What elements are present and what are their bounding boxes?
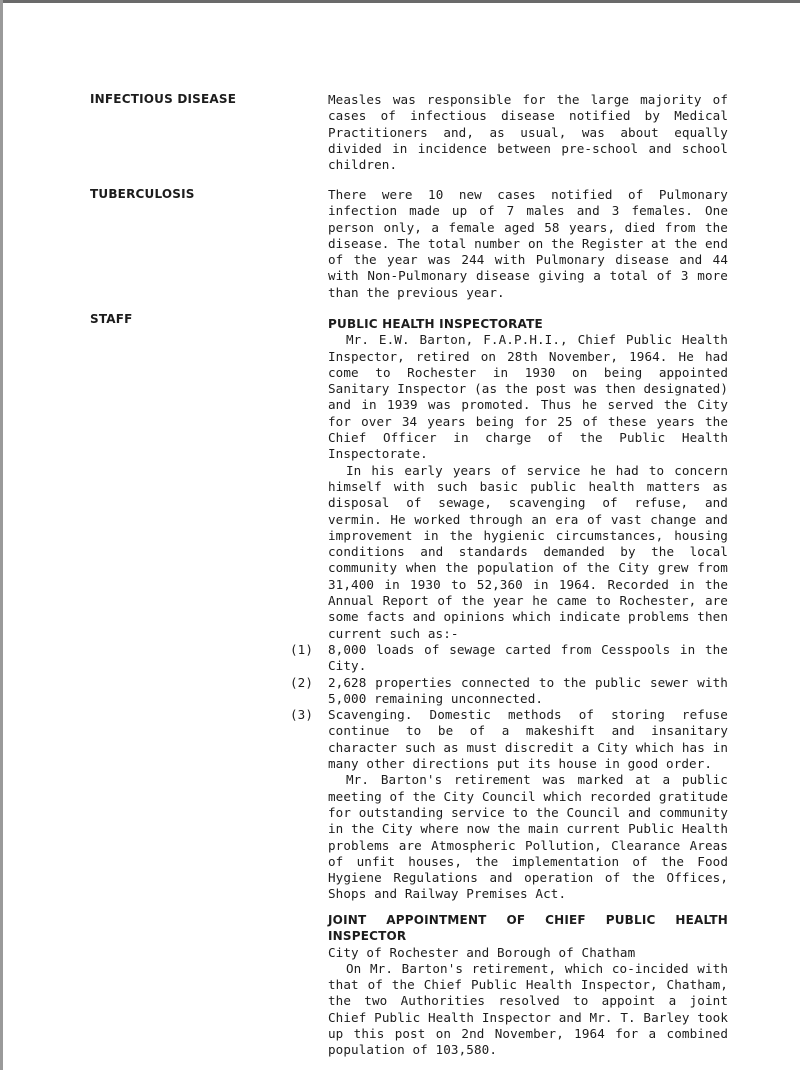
list-item-text: Scavenging. Domestic methods of storing refuse continue to be of a makeshift and insanitary character such as must discredit a City which has in many other directions put its house in good order. [328, 707, 728, 772]
list-item-number: (1) [290, 641, 314, 657]
problems-list [290, 641, 728, 772]
joint-appointment-section [328, 912, 728, 1059]
list-item-number: (2) [290, 674, 314, 690]
staff-section [290, 316, 728, 903]
joint-appointment-paragraph: On Mr. Barton's retirement, which co-incided with that of the Chief Public Health Inspector, Chatham, the two Authorities resolved to appoint a joint Chief Public Health Inspector and Mr. T. Barley took up this post on 2nd November, 1964 for a combined population of 103,580. [328, 960, 728, 1058]
list-item-number: (3) [290, 707, 314, 723]
public-health-inspectorate-heading: PUBLIC HEALTH INSPECTORATE [328, 317, 543, 331]
staff-paragraph-2: In his early years of service he had to concern himself with such basic public health matters as disposal of sewage, scavenging of refuse, and vermin. He worked through an era of vast change and improvement in the hygienic circumstances, housing conditions and standards demanded by the local community when the population of the City grew from 31,400 in 1930 to 52,360 in 1964. Recorded in the Annual Report of the year he came to Rochester, are some facts and opinions which indicate problems then current such as:- [328, 462, 728, 641]
list-item [290, 707, 728, 772]
heading-tuberculosis: TUBERCULOSIS [90, 187, 195, 201]
staff-paragraph-3: Mr. Barton's retirement was marked at a public meeting of the City Council which recorded gratitude for outstanding service to the Council and community in the City where now the main current Public Health problems are Atmospheric Pollution, Clearance Areas of unfit houses, the implementation of the Food Hygiene Regulations and operation of the Offices, Shops and Railway Premises Act. [328, 772, 728, 902]
heading-staff: STAFF [90, 312, 133, 326]
joint-appointment-subtitle: City of Rochester and Borough of Chatham [328, 944, 636, 960]
list-item [290, 641, 728, 675]
infectious-disease-paragraph: Measles was responsible for the large majority of cases of infectious disease notified by Medical Practitioners and, as usual, was about equally divided in incidence between pre-school and school children. [328, 92, 728, 173]
heading-infectious-disease: INFECTIOUS DISEASE [90, 92, 237, 106]
tuberculosis-paragraph: There were 10 new cases notified of Pulmonary infection made up of 7 males and 3 females. One person only, a female aged 58 years, died from the disease. The total number on the Register at the end of the year was 244 with Pulmonary disease and 44 with Non-Pulmonary disease giving a total of 3 more than the previous year. [328, 187, 728, 300]
list-item-text: 8,000 loads of sewage carted from Cesspools in the City. [328, 641, 728, 674]
page-top-edge [0, 0, 800, 3]
infectious-disease-text [328, 92, 728, 173]
joint-appointment-heading: JOINT APPOINTMENT OF CHIEF PUBLIC HEALTH INSPECTOR [328, 913, 728, 944]
page-left-edge [0, 0, 3, 1070]
list-item [290, 674, 728, 708]
list-item-text: 2,628 properties connected to the public sewer with 5,000 remaining unconnected. [328, 674, 728, 706]
tuberculosis-text [328, 187, 728, 301]
staff-paragraph-1: Mr. E.W. Barton, F.A.P.H.I., Chief Public Health Inspector, retired on 28th November, 1964. He had come to Rochester in 1930 on being appointed Sanitary Inspector (as the post was then designated) and in 1939 was promoted. Thus he served the City for over 34 years being for 25 of these years the Chief Officer in charge of the Public Health Inspectorate. [328, 332, 728, 462]
